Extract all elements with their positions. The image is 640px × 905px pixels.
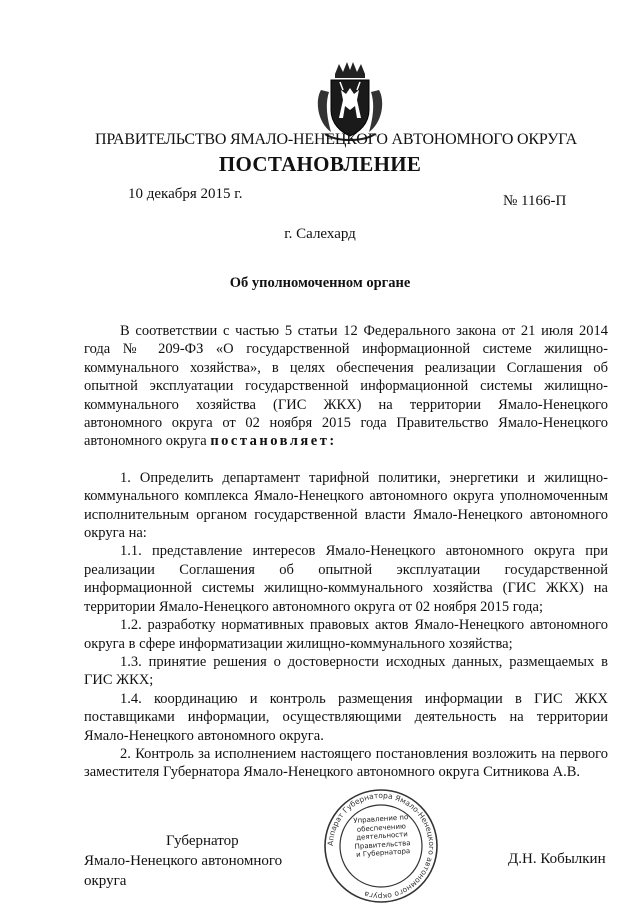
document-number: № 1166-П [503, 193, 567, 209]
yamal-nenets-coat-of-arms-icon [313, 60, 387, 142]
stamp-line: деятельности [355, 830, 409, 842]
clause-1-1: 1.1. представление интересов Ямало-Ненецкого автономного округа при реализации Соглашения об опытной эксплуатации государственной информационной системы жилищно-коммунального хозяйства (ГИС ЖКХ) на территории Ямало-Ненецкого автономного округа от 02 ноября 2015 года; [84, 543, 608, 615]
stamp-line: Правительства [354, 838, 411, 851]
document-type-title: ПОСТАНОВЛЕНИЕ [218, 152, 422, 176]
resolution-verb: постановляет: [210, 433, 337, 450]
clause-1-4: 1.4. координацию и контроль размещения информации в ГИС ЖКХ поставщиками информации, осуществляющими деятельность на территории Ямало-Ненецкого автономного округа. [84, 690, 608, 744]
clause-1: 1. Определить департамент тарифной политики, энергетики и жилищно-коммунального комплекса Ямало-Ненецкого автономного округа уполномоченным исполнительным органом государственной власти Ямало-Ненецкого автономного округа на: [84, 469, 608, 542]
signatory-title-line-2: Ямало-Ненецкого автономного округа [84, 853, 283, 889]
document-body [84, 322, 608, 782]
clause-1-2: 1.2. разработку нормативных правовых актов Ямало-Ненецкого автономного округа в сфере информатизации жилищно-коммунального хозяйства; [84, 617, 608, 652]
stamp-line: и Губернатора [355, 847, 411, 860]
preamble-paragraph [84, 322, 608, 451]
document-date: 10 декабря 2015 г. [128, 186, 243, 202]
stamp-ring-text: Аппарат Губернатора Ямало-Ненецкого автономного округа [325, 790, 437, 902]
clause-2: 2. Контроль за исполнением настоящего постановления возложить на первого заместителя Губернатора Ямало-Ненецкого автономного округа Ситникова А.В. [84, 745, 608, 781]
document-city: г. Салехард [284, 226, 356, 242]
stamp-inner-text [351, 813, 414, 860]
clause-1-3: 1.3. принятие решения о достоверности исходных данных, размещаемых в ГИС ЖКХ; [84, 653, 608, 689]
preamble-text: В соответствии с частью 5 статьи 12 Федерального закона от 21 июля 2014 года № 209-ФЗ «О государственной информационной системе жилищно-коммунального хозяйства», в целях обеспечения реализации Соглашения об опытной эксплуатации государственной информационной системы жилищно-коммунального хозяйства (ГИС ЖКХ) на территории Ямало-Ненецкого автономного округа от 02 ноября 2015 года Правительство Ямало-Ненецкого автономного округа [84, 323, 608, 450]
stamp-line: Управление по [353, 813, 409, 825]
signatory-title-line-1: Губернатор [166, 833, 239, 849]
signatory-name: Д.Н. Кобылкин [508, 851, 606, 867]
government-name: ПРАВИТЕЛЬСТВО ЯМАЛО-НЕНЕЦКОГО АВТОНОМНОГО ОКРУГА [95, 131, 577, 148]
stamp-line: обеспечению [356, 821, 407, 834]
document-subject: Об уполномоченном органе [229, 275, 411, 291]
signatory-title [84, 831, 324, 891]
